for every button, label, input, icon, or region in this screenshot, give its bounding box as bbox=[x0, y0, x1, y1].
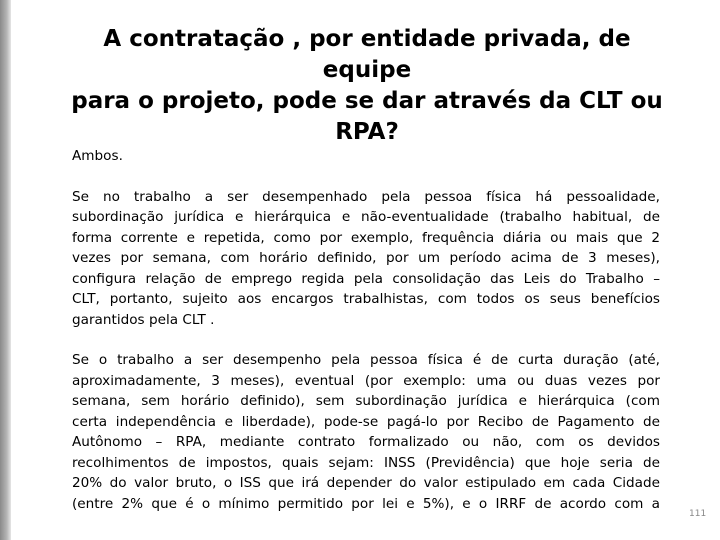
title-line: RPA? bbox=[335, 119, 399, 145]
paragraph-rpa bbox=[72, 350, 660, 514]
paragraph-line: configura relação de emprego regida pela consolidação das Leis do Trabalho – bbox=[72, 270, 660, 287]
left-edge-bar bbox=[0, 0, 11, 540]
paragraph-line: semana, sem horário definido), sem subordinação jurídica e hierárquica (com bbox=[72, 393, 660, 409]
paragraph-line: vezes por semana, com horário definido, por um período acima de 3 meses), bbox=[72, 250, 660, 266]
paragraph-line: certa independência e liberdade), pode-se pagá-lo por Recibo de Pagamento de bbox=[72, 413, 660, 430]
title-line: para o projeto, pode se dar através da CLT ou bbox=[71, 88, 663, 114]
paragraph-line: 20% do valor bruto, o ISS que irá depender do valor estipulado em cada Cidade bbox=[72, 475, 660, 491]
slide-title bbox=[70, 24, 664, 148]
paragraph-line: subordinação jurídica e hierárquica e não-eventualidade (trabalho habitual, de bbox=[72, 209, 660, 225]
paragraph-clt bbox=[72, 187, 660, 331]
paragraph-line: aproximadamente, 3 meses), eventual (por exemplo: uma ou duas vezes por bbox=[72, 372, 660, 389]
paragraph-line: recolhimentos de impostos, quais sejam: INSS (Previdência) que hoje seria de bbox=[72, 454, 660, 471]
paragraph-line: Se o trabalho a ser desempenho pela pessoa física é de curta duração (até, bbox=[72, 352, 660, 368]
page-number: 111 bbox=[689, 509, 707, 519]
title-line: A contratação , por entidade privada, de equipe bbox=[103, 26, 631, 83]
paragraph-line: (entre 2% que é o mínimo permitido por lei e 5%), e o IRRF de acordo com a bbox=[72, 495, 660, 512]
answer-text: Ambos. bbox=[72, 148, 123, 164]
paragraph-line: Se no trabalho a ser desempenhado pela pessoa física há pessoalidade, bbox=[72, 188, 660, 205]
slide-body bbox=[72, 146, 660, 534]
paragraph-line: Autônomo – RPA, mediante contrato formalizado ou não, com os devidos bbox=[72, 434, 660, 450]
paragraph-line: CLT, portanto, sujeito aos encargos trabalhistas, com todos os seus benefícios bbox=[72, 291, 660, 307]
paragraph-line: forma corrente e repetida, como por exemplo, frequência diária ou mais que 2 bbox=[72, 229, 660, 246]
paragraph-line: garantidos pela CLT . bbox=[72, 311, 215, 328]
